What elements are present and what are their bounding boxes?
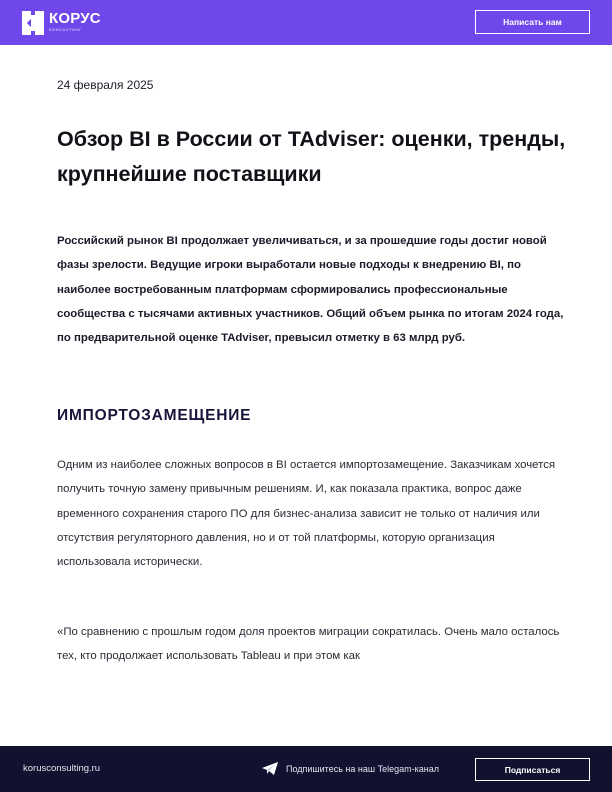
logo-text	[49, 11, 101, 33]
logo-subtitle: КОНСАЛТИНГ	[49, 27, 82, 32]
article-title: Обзор BI в России от TAdviser: оценки, тренды, крупнейшие поставщики	[57, 127, 566, 186]
telegram-promo[interactable]	[262, 762, 439, 775]
site-footer	[0, 746, 612, 792]
site-link[interactable]: korusconsulting.ru	[23, 763, 101, 774]
site-header	[0, 0, 612, 45]
article-lead: Российский рынок BI продолжает увеличиваться, и за прошедшие годы достиг новой фазы зрелости. Ведущие игроки выработали новые подходы к внедрению BI, по наиболее востребованным платформам сформировались профессиональные сообщества с тысячами активных участников. Общий объем рынка по итогам 2024 года, по предварительной оценке TAdviser, превысил отметку в 63 млрд руб.	[57, 235, 564, 345]
telegram-icon	[262, 762, 278, 775]
publish-date: 24 февраля 2025	[57, 78, 154, 92]
contact-us-button[interactable]: Написать нам	[475, 10, 590, 34]
logo-name: КОРУС	[49, 10, 101, 27]
korus-logo-icon	[22, 11, 44, 35]
telegram-text: Подпишитесь на наш Telegam-канал	[286, 763, 439, 774]
section-heading: ИМПОРТОЗАМЕЩЕНИЕ	[57, 407, 252, 424]
paragraph: Одним из наиболее сложных вопросов в BI остается импортозамещение. Заказчикам хочется получить точную замену привычным решениям. И, как показала практика, вопрос даже временного сохранения старого ПО для бизнес-анализа зависит не только от наличия или отсутствия регуляторного давления, но и от той платформы, которую организация использовала исторически.	[57, 459, 556, 569]
paragraph: «По сравнению с прошлым годом доля проектов миграции сократилась. Очень мало осталось тех, кто продолжает использовать Tableau и при этом как	[57, 626, 560, 663]
subscribe-button[interactable]: Подписаться	[475, 758, 590, 781]
logo[interactable]	[22, 11, 101, 35]
